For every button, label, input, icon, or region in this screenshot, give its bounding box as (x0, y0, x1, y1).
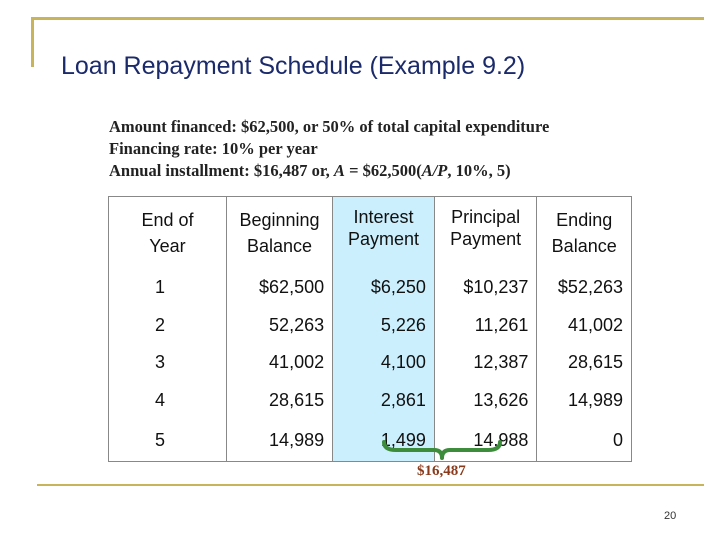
year-cell: 3 (109, 344, 227, 382)
header-principal-payment: Principal Payment (434, 197, 537, 270)
principal-cell: $10,237 (434, 269, 537, 307)
repayment-schedule-table (108, 196, 632, 462)
year-cell: 4 (109, 382, 227, 420)
year-cell: 2 (109, 307, 227, 345)
beginning-balance-cell: 41,002 (226, 344, 332, 382)
ending-balance-cell: 41,002 (537, 307, 632, 345)
interest-cell: 4,100 (333, 344, 435, 382)
ending-balance-cell: 28,615 (537, 344, 632, 382)
table-row (109, 269, 632, 307)
installment-suffix: , 10%, 5) (447, 161, 511, 180)
ending-balance-cell: $52,263 (537, 269, 632, 307)
header-interest-payment: Interest Payment (333, 197, 435, 270)
principal-cell: 14,988 (434, 419, 537, 462)
table-row (109, 344, 632, 382)
decorative-top-line (31, 17, 704, 20)
decorative-vertical-line (31, 17, 34, 67)
principal-cell: 13,626 (434, 382, 537, 420)
header-ending-balance: Ending Balance (537, 197, 632, 270)
interest-cell: $6,250 (333, 269, 435, 307)
page-number: 20 (664, 510, 677, 522)
brace-total-label: $16,487 (417, 463, 466, 479)
principal-cell: 11,261 (434, 307, 537, 345)
principal-cell: 12,387 (434, 344, 537, 382)
installment-factor-ap: A/P (421, 161, 448, 180)
installment-variable-a: A (333, 161, 345, 180)
beginning-balance-cell: 14,989 (226, 419, 332, 462)
table-row (109, 419, 632, 462)
interest-cell: 1,499 (333, 419, 435, 462)
year-cell: 1 (109, 269, 227, 307)
year-cell: 5 (109, 419, 227, 462)
ending-balance-cell: 14,989 (537, 382, 632, 420)
beginning-balance-cell: 28,615 (226, 382, 332, 420)
beginning-balance-cell: 52,263 (226, 307, 332, 345)
header-beginning-balance: Beginning Balance (226, 197, 332, 270)
decorative-bottom-line (37, 484, 704, 486)
financing-rate-line: Financing rate: 10% per year (109, 139, 318, 158)
installment-prefix: Annual installment: $16,487 or, (109, 161, 334, 180)
slide-title: Loan Repayment Schedule (Example 9.2) (61, 52, 526, 80)
interest-cell: 5,226 (333, 307, 435, 345)
table-row (109, 307, 632, 345)
amount-financed-line: Amount financed: $62,500, or 50% of total capital expenditure (109, 117, 550, 136)
sum-brace-icon (382, 440, 502, 460)
header-end-of-year: End of Year (109, 197, 227, 270)
table-header-row (109, 197, 632, 270)
table-row (109, 382, 632, 420)
loan-info (109, 116, 549, 182)
ending-balance-cell: 0 (537, 419, 632, 462)
beginning-balance-cell: $62,500 (226, 269, 332, 307)
annual-installment-line (109, 160, 549, 182)
installment-mid: = $62,500( (344, 161, 422, 180)
interest-cell: 2,861 (333, 382, 435, 420)
